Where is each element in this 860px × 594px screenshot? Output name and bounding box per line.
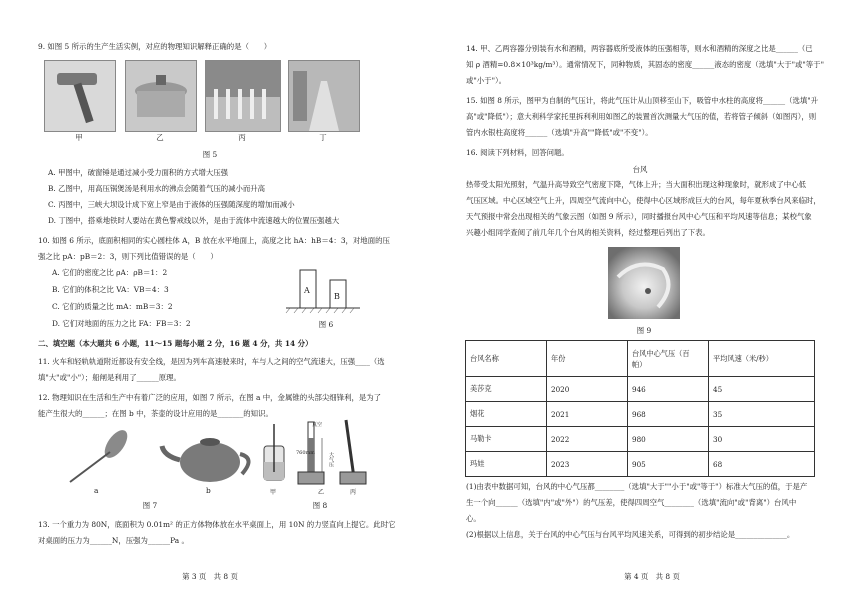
q9-option-a: A. 甲图中，破窗锤是通过减小受力面积的方式增大压强 xyxy=(48,168,229,177)
fig7-awl-and-teapot xyxy=(64,430,264,486)
fig8-label-yi: 乙 xyxy=(318,489,325,496)
q13-line1: 13. 一个重力为 80N，底面积为 0.01m² 的正方体物体放在水平桌面上，用 10N 的力竖直向上提它。此时它 xyxy=(38,520,396,529)
q15-line1: 15. 如图 8 所示，图甲为自制的气压计，将此气压计从山顶移至山下，吸管中水柱的高度将______（选填"升 xyxy=(466,96,819,105)
reading-para-line1: 热带受太阳光照射，气温升高导致空气密度下降，气体上升；当大面积出现这种现象时，就形成了中心低 xyxy=(466,180,806,189)
reading-para-line2: 气压区域。中心区域空气上升，四周空气流向中心，使得中心区域形成巨大的台风，每年夏秋季台风来临时， xyxy=(466,196,821,205)
cell-wind: 30 xyxy=(709,427,815,452)
cell-name: 美莎克 xyxy=(466,377,547,402)
fig8-label-760mm: 760mm xyxy=(296,450,316,456)
fig7-label-a: a xyxy=(94,486,99,495)
header-year: 年份 xyxy=(547,341,628,377)
fig6-label-b: B xyxy=(334,292,340,301)
fig6-label-a: A xyxy=(304,286,310,295)
typhoon-satellite-image xyxy=(608,247,680,319)
cell-pressure: 905 xyxy=(628,452,709,477)
section-2-heading: 二、填空题（本大题共 6 小题，11～15 题每小题 2 分，16 题 4 分，共 14 分） xyxy=(38,339,313,348)
q11-line2: 填"大"或"小"）；船闸是利用了______原理。 xyxy=(38,373,181,382)
hammer-icon xyxy=(45,61,115,131)
fig8-caption: 图 8 xyxy=(312,501,328,510)
photo-ding xyxy=(288,60,360,132)
cell-wind: 68 xyxy=(709,452,815,477)
fig5-caption: 图 5 xyxy=(202,150,218,159)
homemade-barometer-icon xyxy=(264,424,284,480)
q16-sub1-line1: (1)由表中数据可知，台风的中心气压都________（选填"大于""小于"或"等于"）标准大气压的值，于是产 xyxy=(466,482,808,491)
q14-line3: 或"小于"）。 xyxy=(466,76,507,85)
cell-year: 2020 xyxy=(547,377,628,402)
reading-para-line3: 天气预报中常会出现相关的气象云图（如图 9 所示），同时播报台风中心气压和平均风速等信息；某校气象 xyxy=(466,212,812,221)
cell-year: 2022 xyxy=(547,427,628,452)
q9-option-d: D. 丁图中，搭乘地铁时人要站在黄色警戒线以外，是由于流体中流速越大的位置压强越大 xyxy=(48,216,340,225)
fig8-label-air-pressure: 大气压 xyxy=(328,452,334,467)
awl-icon xyxy=(70,430,132,482)
right-page-footer: 第 4 页 共 8 页 xyxy=(624,572,680,581)
q16-sub1-line3: 心。 xyxy=(466,514,481,523)
cell-name: 马勒卡 xyxy=(466,427,547,452)
q10-option-b: B. 它们的体积之比 VA：VB＝4：3 xyxy=(52,285,169,294)
photo-jia xyxy=(44,60,116,132)
dam-icon xyxy=(206,61,280,131)
q15-line2: 高"或"降低"）；意大利科学家托里拆利利用如图乙的装置首次测量大气压的值，若将管子倾斜（如图丙），则 xyxy=(466,112,817,121)
q10-option-d: D. 它们对地面的压力之比 FA：FB＝3：2 xyxy=(52,319,191,328)
table-row xyxy=(466,452,815,477)
photo-yi xyxy=(125,60,197,132)
cell-year: 2023 xyxy=(547,452,628,477)
cell-wind: 45 xyxy=(709,377,815,402)
q15-line3: 管内水银柱高度将______（选填"升高""降低"或"不变"）。 xyxy=(466,128,653,137)
fig8-label-bing: 丙 xyxy=(350,489,357,496)
reading-title: 台风 xyxy=(632,165,648,174)
pressure-cooker-icon xyxy=(126,61,196,131)
teapot-icon xyxy=(162,438,249,482)
q11-line1: 11. 火车和轻轨轨道附近都设有安全线，是因为列车高速驶来时，车与人之间的空气流速大，压强____（选 xyxy=(38,357,385,366)
fig5-label-yi: 乙 xyxy=(156,133,164,142)
table-row xyxy=(466,402,815,427)
header-pressure-line1: 台风中心气压（百 xyxy=(632,348,690,358)
cell-wind: 35 xyxy=(709,402,815,427)
q9-stem: 9. 如图 5 所示的生产生活实例，对应的物理知识解释正确的是（ ） xyxy=(38,42,272,51)
header-name: 台风名称 xyxy=(466,341,547,377)
header-pressure xyxy=(628,341,709,377)
fig8-label-vacuum: 真空 xyxy=(312,422,323,428)
q10-option-c: C. 它们的质量之比 mA：mB＝3：2 xyxy=(52,302,173,311)
q9-option-b: B. 乙图中，用高压锅煲汤是利用水的沸点会随着气压的减小而升高 xyxy=(48,184,266,193)
fig6-caption: 图 6 xyxy=(318,320,334,329)
cell-pressure: 968 xyxy=(628,402,709,427)
q10-stem-line2: 强之比 pA：pB＝2：3，则下列比值错误的是（ ） xyxy=(38,252,218,261)
reading-para-line4: 兴趣小组同学查阅了前几年几个台风的相关资料，经过整理后列出了下表。 xyxy=(466,228,710,237)
tilted-tube-icon xyxy=(340,420,366,484)
fig8-label-jia: 甲 xyxy=(270,489,277,496)
typhoon-table xyxy=(465,340,815,477)
q9-option-c: C. 丙图中，三峡大坝设计成下宽上窄是由于液体的压强随深度的增加而减小 xyxy=(48,200,295,209)
fig7-caption: 图 7 xyxy=(142,501,158,510)
cell-pressure: 980 xyxy=(628,427,709,452)
cell-pressure: 946 xyxy=(628,377,709,402)
q16-sub2: (2)根据以上信息，关于台风的中心气压与台风平均风速关系，可得到的初步结论是______________。 xyxy=(466,530,795,539)
q16-sub1-line2: 生一个向______（选填"内"或"外"）的气压差，使得四周空气________（选填"流向"或"背离"）台风中 xyxy=(466,498,797,507)
table-row xyxy=(466,377,815,402)
fig7-label-b: b xyxy=(206,486,211,495)
header-pressure-line2: 帕） xyxy=(632,359,647,369)
cell-name: 烟花 xyxy=(466,402,547,427)
photo-bing xyxy=(205,60,281,132)
subway-icon xyxy=(289,61,359,131)
typhoon-eye-icon xyxy=(645,288,651,294)
table-row xyxy=(466,427,815,452)
q10-stem-line1: 10. 如图 6 所示，底面积相同的实心圆柱体 A，B 放在水平地面上，高度之比 hA：hB＝4：3，对地面的压 xyxy=(38,236,390,245)
header-wind: 平均风速（米/秒） xyxy=(709,341,815,377)
fig9-caption: 图 9 xyxy=(636,326,652,335)
table-header-row xyxy=(466,341,815,377)
fig6-cylinders xyxy=(284,264,364,314)
q16-stem: 16. 阅读下列材料，回答问题。 xyxy=(466,148,569,157)
q12-line2: 能产生很大的______；在图 b 中，茶壶的设计应用的是_______的知识。 xyxy=(38,409,273,418)
q14-line1: 14. 甲、乙两容器分别装有水和酒精，两容器底所受液体的压强相等，则水和酒精的深度之比是______（已 xyxy=(466,44,813,53)
q12-line1: 12. 物理知识在生活和生产中有着广泛的应用，如图 7 所示，在图 a 中，金属锥的头部尖细锋利，是为了 xyxy=(38,393,382,402)
cell-year: 2021 xyxy=(547,402,628,427)
left-page-footer: 第 3 页 共 8 页 xyxy=(182,572,238,581)
cell-name: 玛娃 xyxy=(466,452,547,477)
q10-option-a: A. 它们的密度之比 ρA：ρB＝1：2 xyxy=(52,268,168,277)
fig5-label-jia: 甲 xyxy=(75,133,83,142)
q13-line2: 对桌面的压力为______N，压强为______Pa 。 xyxy=(38,536,189,545)
fig5-label-ding: 丁 xyxy=(319,133,327,142)
q14-line2: 知 ρ 酒精=0.8×10³kg/m³）。通常情况下，同种物质，其固态的密度______液态的密度（选填"大于"或"等于" xyxy=(466,60,824,69)
fig5-label-bing: 丙 xyxy=(238,133,246,142)
